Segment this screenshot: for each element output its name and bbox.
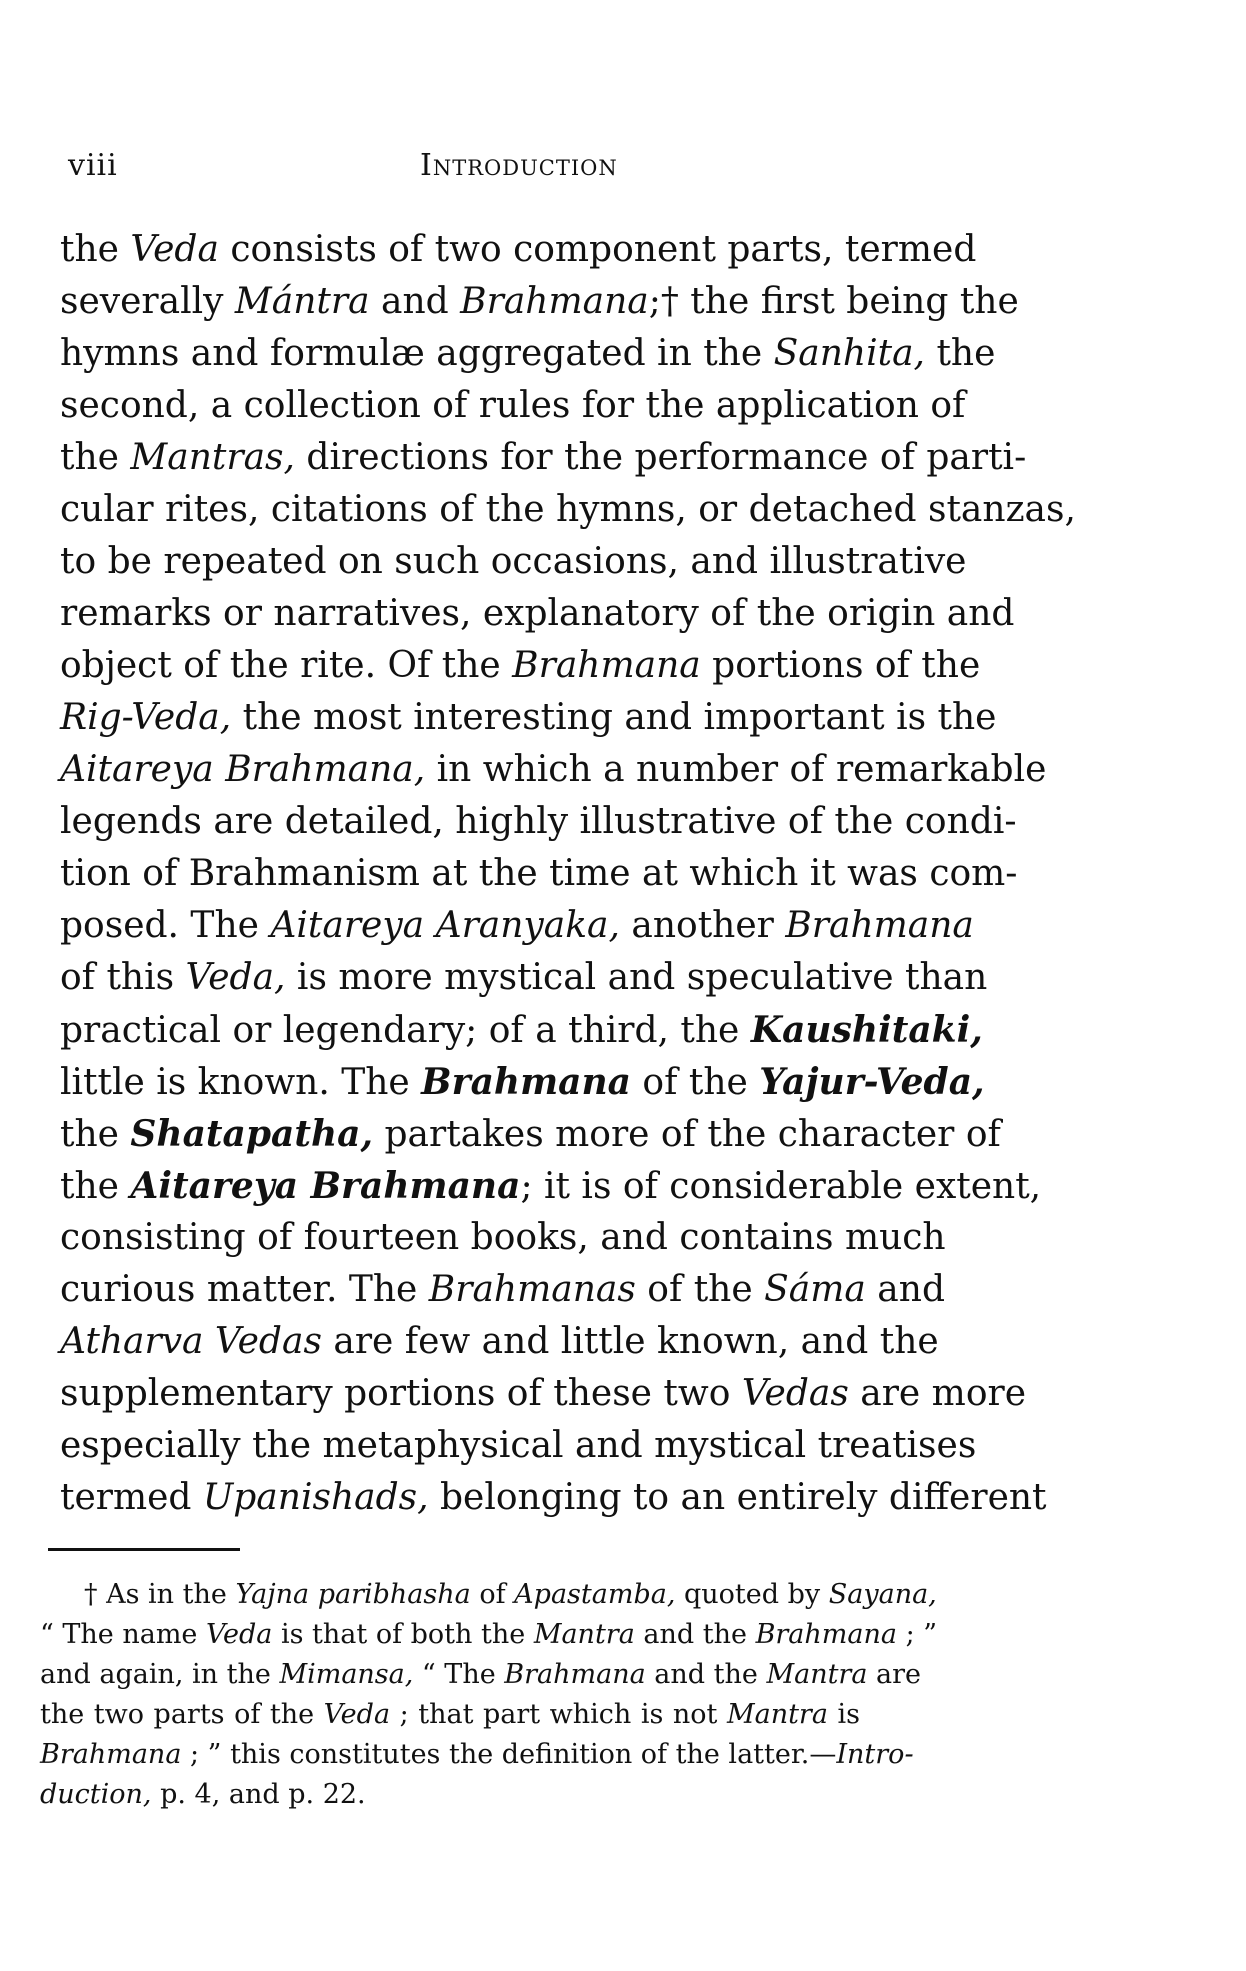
- body-line: hymns and formulæ aggregated in the Sanhita, the: [60, 333, 996, 374]
- body-line: Rig-Veda, the most interesting and important is the: [60, 697, 997, 738]
- body-line: cular rites, citations of the hymns, or detached stanzas,: [60, 489, 1076, 530]
- body-line: termed Upanishads, belonging to an entirely different: [60, 1477, 1047, 1518]
- body-line: consisting of fourteen books, and contains much: [60, 1217, 946, 1258]
- body-line: Aitareya Brahmana, in which a number of remarkable: [60, 749, 1047, 790]
- body-line: supplementary portions of these two Vedas are more: [60, 1373, 1026, 1414]
- body-line: practical or legendary; of a third, the Kaushitaki,: [60, 1009, 983, 1051]
- body-line: the Shatapatha, partakes more of the character of: [60, 1113, 1001, 1155]
- body-line: the Veda consists of two component parts, termed: [60, 229, 977, 270]
- body-line: to be repeated on such occasions, and illustrative: [60, 541, 967, 582]
- body-line: second, a collection of rules for the application of: [60, 385, 966, 426]
- footnote-line: “ The name Veda is that of both the Mantra and the Brahmana ; ”: [40, 1619, 938, 1650]
- body-line: Atharva Vedas are few and little known, and the: [60, 1321, 939, 1362]
- page-number: viii: [68, 148, 118, 183]
- footnote-line: Brahmana ; ” this constitutes the definition of the latter.—Intro-: [40, 1739, 914, 1770]
- body-line: of this Veda, is more mystical and speculative than: [60, 957, 988, 998]
- body-line: tion of Brahmanism at the time at which it was com-: [60, 853, 1018, 894]
- body-line: curious matter. The Brahmanas of the Sáma and: [60, 1269, 945, 1310]
- footnote-line: the two parts of the Veda ; that part which is not Mantra is: [40, 1699, 860, 1730]
- body-line: posed. The Aitareya Aranyaka, another Brahmana: [60, 905, 974, 946]
- body-line: the Aitareya Brahmana; it is of considerable extent,: [60, 1165, 1042, 1207]
- footnote: [40, 1575, 938, 1845]
- footnote-rule: [48, 1548, 240, 1551]
- body-line: remarks or narratives, explanatory of the origin and: [60, 593, 1015, 634]
- body-line: object of the rite. Of the Brahmana portions of the: [60, 645, 981, 686]
- body-line: severally Mántra and Brahmana;† the first being the: [60, 281, 1019, 322]
- body-line: legends are detailed, highly illustrative of the condi-: [60, 801, 1017, 842]
- footnote-line: and again, in the Mimansa, “ The Brahmana and the Mantra are: [40, 1659, 922, 1690]
- running-head: Introduction: [420, 148, 618, 183]
- body-text: [60, 224, 1076, 1524]
- footnote-line: † As in the Yajna paribhasha of Apastamba, quoted by Sayana,: [84, 1579, 937, 1610]
- body-line: the Mantras, directions for the performance of parti-: [60, 437, 1027, 478]
- body-line: little is known. The Brahmana of the Yajur-Veda,: [60, 1061, 985, 1103]
- body-line: especially the metaphysical and mystical treatises: [60, 1425, 977, 1466]
- page-header: [68, 148, 828, 192]
- footnote-line: duction, p. 4, and p. 22.: [40, 1779, 366, 1810]
